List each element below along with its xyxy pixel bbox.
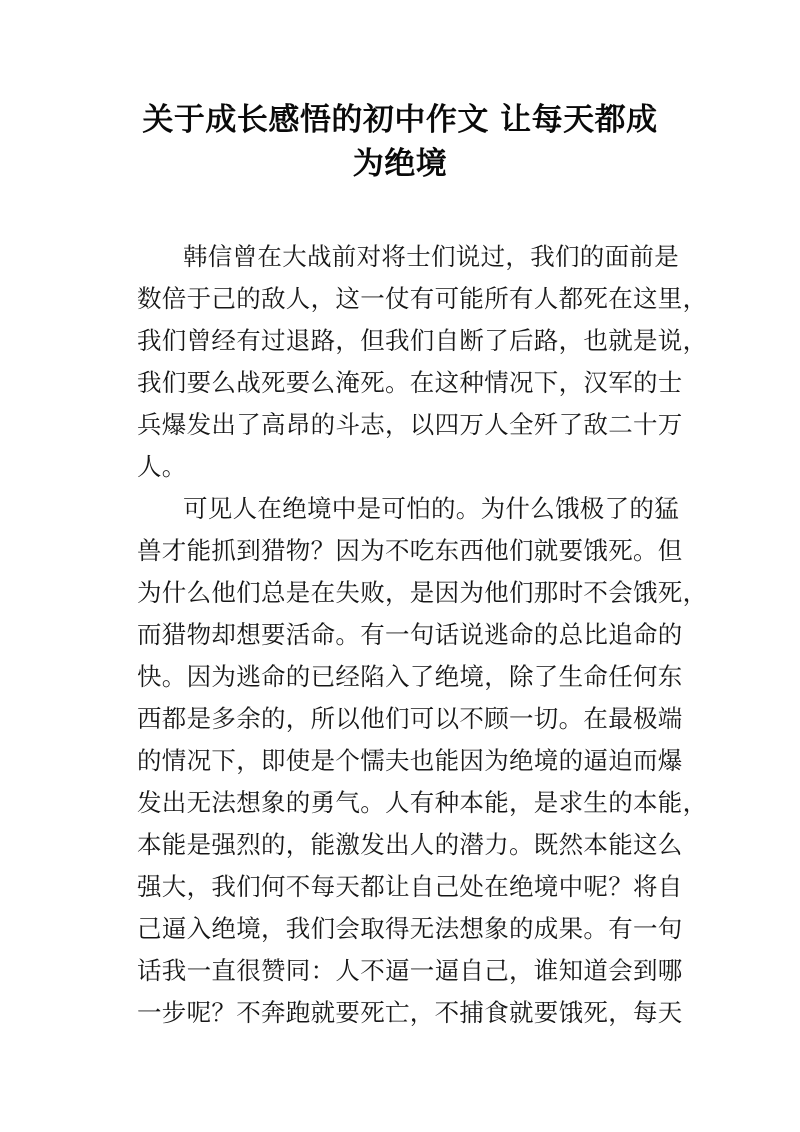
document-body: [137, 236, 708, 1034]
text-line: 一步呢？不奔跑就要死亡，不捕食就要饿死，每天: [137, 998, 683, 1027]
paragraph-2: [137, 488, 708, 1034]
text-line: 人。: [137, 452, 187, 481]
text-line: 我们要么战死要么淹死。在这种情况下，汉军的士: [137, 368, 683, 397]
text-line: 可见人在绝境中是可怕的。为什么饿极了的猛: [183, 494, 679, 523]
title-line-1: 关于成长感悟的初中作文 让每天都成: [142, 102, 658, 138]
text-line: 发出无法想象的勇气。人有种本能，是求生的本能，: [137, 788, 708, 817]
paragraph-1: [137, 236, 708, 488]
text-line: 的情况下，即使是个懦夫也能因为绝境的逼迫而爆: [137, 746, 683, 775]
text-line: 兽才能抓到猎物？因为不吃东西他们就要饿死。但: [137, 536, 683, 565]
text-line: 而猎物却想要活命。有一句话说逃命的总比追命的: [137, 620, 683, 649]
text-line: 话我一直很赞同：人不逼一逼自己，谁知道会到哪: [137, 956, 683, 985]
document-title: [120, 98, 680, 186]
text-line: 韩信曾在大战前对将士们说过，我们的面前是: [183, 242, 679, 271]
text-line: 为什么他们总是在失败，是因为他们那时不会饿死，: [137, 578, 708, 607]
text-line: 强大，我们何不每天都让自己处在绝境中呢？将自: [137, 872, 683, 901]
text-line: 西都是多余的，所以他们可以不顾一切。在最极端: [137, 704, 683, 733]
text-line: 快。因为逃命的已经陷入了绝境，除了生命任何东: [137, 662, 683, 691]
text-line: 己逼入绝境，我们会取得无法想象的成果。有一句: [137, 914, 683, 943]
text-line: 本能是强烈的，能激发出人的潜力。既然本能这么: [137, 830, 683, 859]
title-line-2: 为绝境: [352, 146, 448, 182]
text-line: 数倍于己的敌人，这一仗有可能所有人都死在这里，: [137, 284, 708, 313]
text-line: 我们曾经有过退路，但我们自断了后路，也就是说，: [137, 326, 708, 355]
text-line: 兵爆发出了高昂的斗志，以四万人全歼了敌二十万: [137, 410, 683, 439]
